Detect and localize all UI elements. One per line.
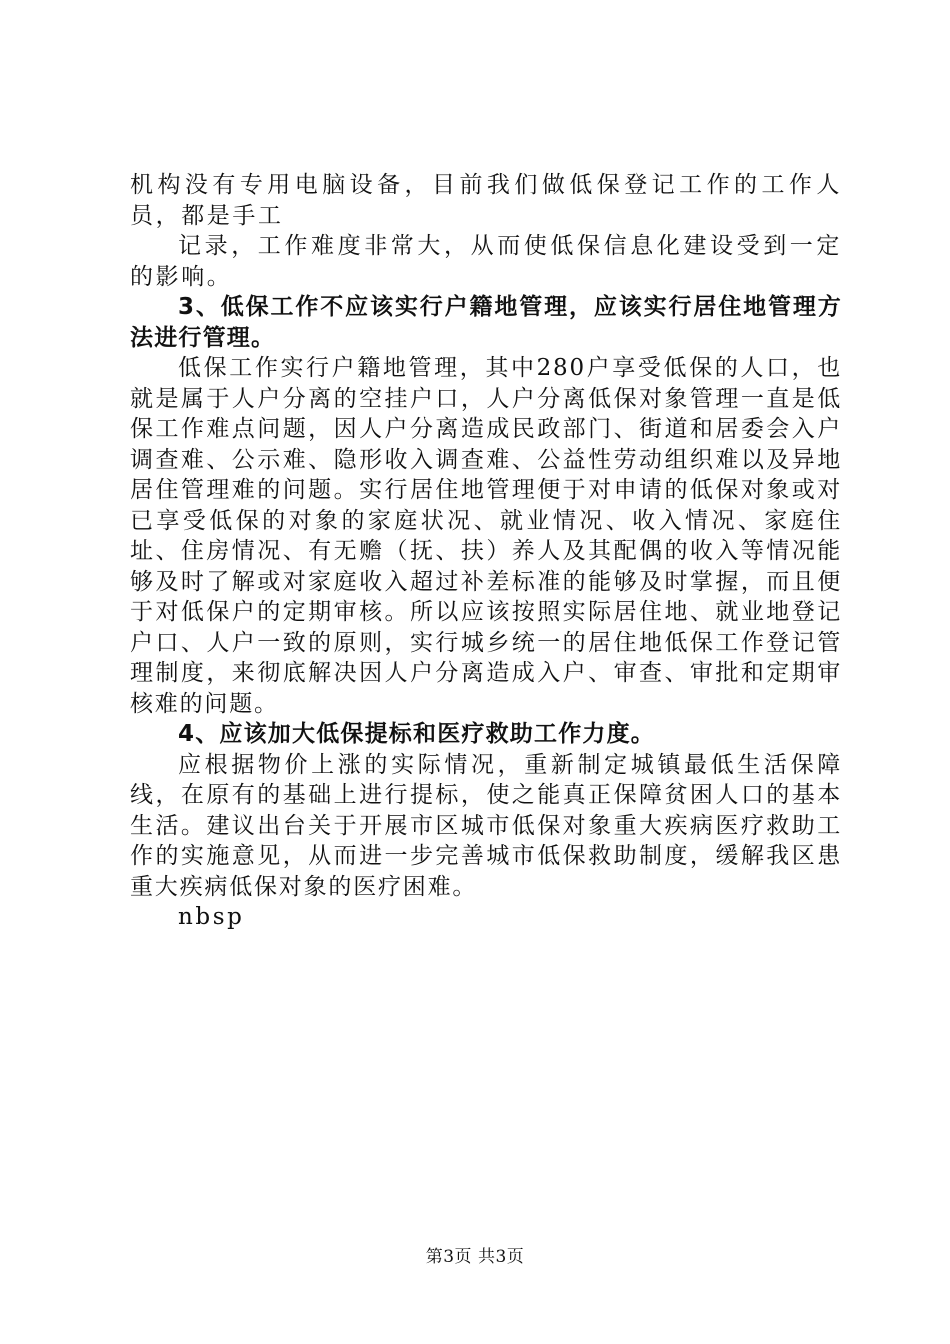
paragraph-continued: 机构没有专用电脑设备，目前我们做低保登记工作的工作人员，都是手工 [130, 172, 842, 229]
paragraph-residence-management: 低保工作实行户籍地管理，其中280户享受低保的人口，也就是属于人户分离的空挂户口，人户分离低保对象管理一直是低保工作难点问题，因人户分离造成民政部门、街道和居委会入户调查难、公示难、隐形收入调查难、公益性劳动组织难以及异地居住管理难的问题。实行居住地管理便于对申请的低保对象或对已享受低保的对象的家庭状况、就业情况、收入情况、家庭住址、住房情况、有无赡（抚、扶）养人及其配偶的收入等情况能够及时了解或对家庭收入超过补差标准的能够及时掌握，而且便于对低保户的定期审核。所以应该按照实际居住地、就业地登记户口、人户一致的原则，实行城乡统一的居住地低保工作登记管理制度，来彻底解决因人户分离造成入户、审查、审批和定期审核难的问题。 [130, 355, 842, 717]
section-heading-3: 3、低保工作不应该实行户籍地管理，应该实行居住地管理方法进行管理。 [130, 294, 842, 351]
page-footer: 第3页 共3页 [425, 1247, 525, 1267]
section-heading-4: 4、应该加大低保提标和医疗救助工作力度。 [178, 721, 656, 747]
paragraph-record-impact: 记录，工作难度非常大，从而使低保信息化建设受到一定的影响。 [130, 233, 842, 290]
document-body [130, 170, 842, 933]
paragraph-nbsp: nbsp [178, 904, 245, 930]
paragraph-medical-assistance: 应根据物价上涨的实际情况，重新制定城镇最低生活保障线，在原有的基础上进行提标，使之能真正保障贫困人口的基本生活。建议出台关于开展市区城市低保对象重大疾病医疗救助工作的实施意见，从而进一步完善城市低保救助制度，缓解我区患重大疾病低保对象的医疗困难。 [130, 751, 842, 900]
